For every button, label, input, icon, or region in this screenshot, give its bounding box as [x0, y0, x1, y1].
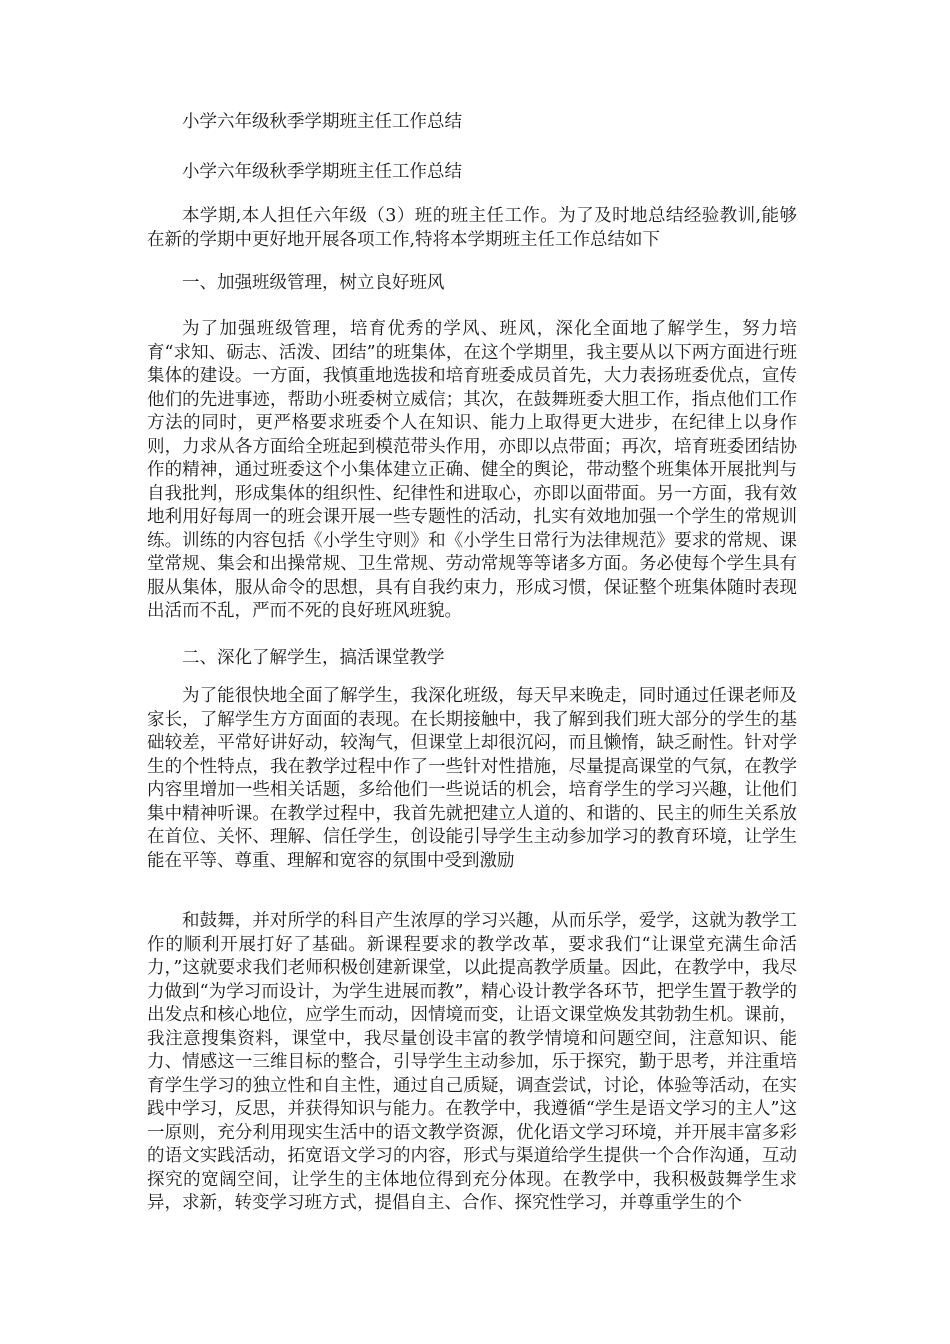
section2-heading: 二、深化了解学生，搞活课堂教学 — [182, 648, 445, 668]
section1-paragraph: 为了加强班级管理，培育优秀的学风、班风，深化全面地了解学生，努力培育“求知、砺志、活泼、团结”的班集体，在这个学期里，我主要从以下两方面进行班集体的建设。一方面，我慎重地选拔和培育班委成员首先，大力表扬班委优点，宣传他们的先进事迹，帮助小班委树立威信；其次，在鼓舞班委大胆工作，指点他们工作方法的同时，更严格要求班委个人在知识、能力上取得更大进步，在纪律上以身作则，力求从各方面给全班起到模范带头作用，亦即以点带面；再次，培育班委团结协作的精神，通过班委这个小集体建立正确、健全的舆论，带动整个班集体开展批判与自我批判，形成集体的组织性、纪律性和进取心，亦即以面带面。另一方面，我有效地利用好每周一的班会课开展一些专题性的活动，扎实有效地加强一个学生的常规训练。训练的内容包括《小学生守则》和《小学生日常行为法律规范》要求的常规、课堂常规、集会和出操常规、卫生常规、劳动常规等等诸多方面。务必使每个学生具有服从集体，服从命令的思想，具有自我约束力，形成习惯，保证整个班集体随时表现出活而不乱，严而不死的良好班风班貌。 — [147, 319, 797, 621]
intro-paragraph: 本学期,本人担任六年级（3）班的班主任工作。为了及时地总结经验教训,能够在新的学期中更好地开展各项工作,特将本学期班主任工作总结如下 — [147, 206, 797, 250]
section2-paragraph: 为了能很快地全面了解学生，我深化班级，每天早来晚走，同时通过任课老师及家长，了解学生方方面面的表现。在长期接触中，我了解到我们班大部分的学生的基础较差，平常好讲好动，较淘气，但课堂上却很沉闷，而且懒惰，缺乏耐性。针对学生的个性特点，我在教学过程中作了一些针对性措施，尽量提高课堂的气氛，在教学内容里增加一些相关话题，多给他们一些说话的机会，培育学生的学习兴趣，让他们集中精神听课。在教学过程中，我首先就把建立人道的、和谐的、民主的师生关系放在首位、关怀、理解、信任学生，创设能引导学生主动参加学习的教育环境，让学生能在平等、尊重、理解和宽容的氛围中受到激励 — [147, 686, 797, 871]
document-title-2: 小学六年级秋季学期班主任工作总结 — [182, 162, 462, 182]
document-title-1: 小学六年级秋季学期班主任工作总结 — [182, 112, 462, 132]
section3-paragraph: 和鼓舞，并对所学的科目产生浓厚的学习兴趣，从而乐学，爱学，这就为教学工作的顺利开展打好了基础。新课程要求的教学改革，要求我们“让课堂充满生命活力，”这就要求我们老师积极创建新课堂，以此提高教学质量。因此，在教学中，我尽力做到“为学习而设计，为学生进展而教”，精心设计教学各环节，把学生置于教学的出发点和核心地位，应学生而动，因情境而变，让语文课堂焕发其勃勃生机。课前，我注意搜集资料，课堂中，我尽量创设丰富的教学情境和问题空间，注意知识、能力、情感这一三维目标的整合，引导学生主动参加，乐于探究，勤于思考，并注重培育学生学习的独立性和自主性，通过自己质疑，调查尝试，讨论，体验等活动，在实践中学习，反思，并获得知识与能力。在教学中，我遵循“学生是语文学习的主人”这一原则，充分利用现实生活中的语文教学资源，优化语文学习环境，并开展丰富多彩的语文实践活动，拓宽语文学习的内容，形式与渠道给学生提供一个合作沟通，互动探究的宽阔空间，让学生的主体地位得到充分体现。在教学中，我积极鼓舞学生求异，求新，转变学习班方式，提倡自主、合作、探究性学习，并尊重学生的个 — [147, 911, 797, 1213]
section1-heading: 一、加强班级管理，树立良好班风 — [182, 273, 445, 293]
